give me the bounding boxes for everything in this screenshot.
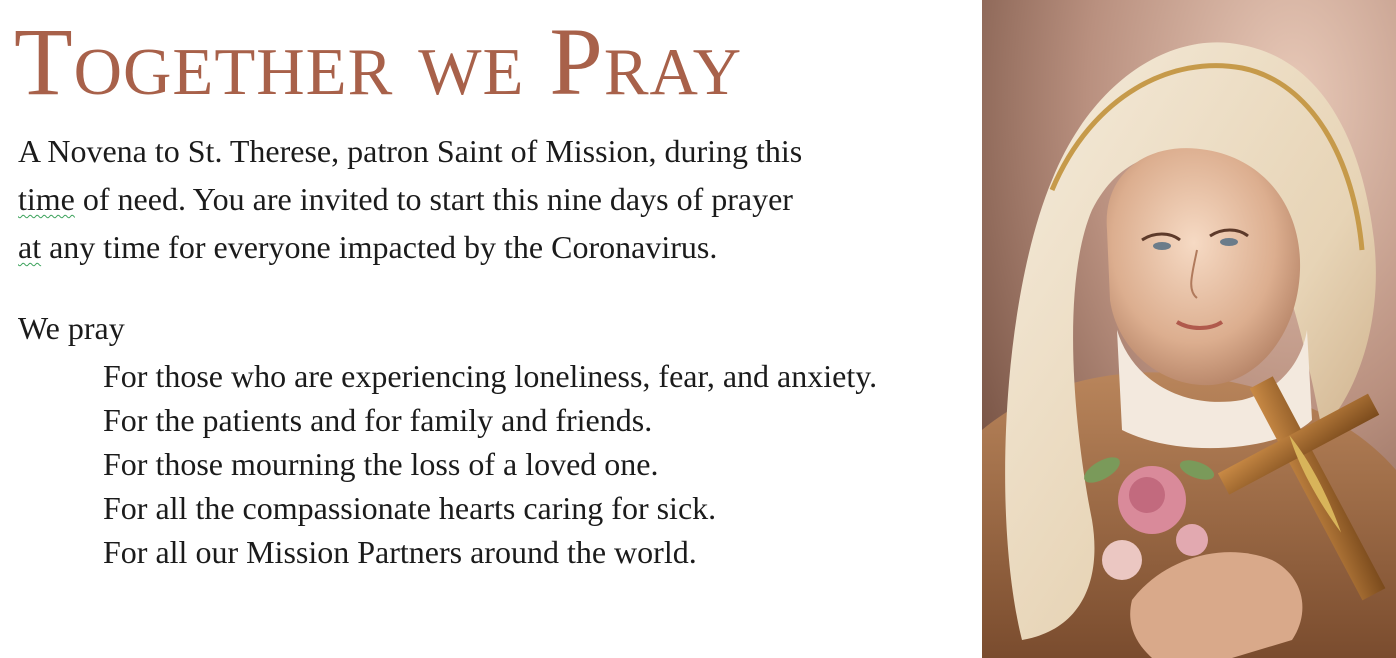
spellcheck-flag[interactable]: time (18, 181, 75, 217)
page-title: Together we Pray (14, 8, 743, 115)
intro-paragraph (18, 127, 958, 271)
saint-therese-statue-photo (982, 0, 1396, 658)
spellcheck-flag[interactable]: at (18, 229, 42, 265)
prayer-item: For all the compassionate hearts caring for sick. (103, 490, 717, 526)
intro-line-3-text: any time for everyone impacted by the Coronavirus. (41, 229, 718, 265)
prayer-item: For those who are experiencing loneliness, fear, and anxiety. (103, 358, 878, 394)
prayer-item: For all our Mission Partners around the world. (103, 534, 697, 570)
prayer-list (103, 354, 877, 574)
prayer-item: For those mourning the loss of a loved one. (103, 446, 659, 482)
prayer-item: For the patients and for family and friends. (103, 402, 653, 438)
intro-line-1: A Novena to St. Therese, patron Saint of Mission, during this (18, 133, 803, 169)
intro-line-2-text: of need. You are invited to start this nine days of prayer (74, 181, 793, 217)
we-pray-heading: We pray (18, 310, 125, 346)
intro-line-3 (18, 223, 958, 271)
intro-line-2 (18, 175, 958, 223)
